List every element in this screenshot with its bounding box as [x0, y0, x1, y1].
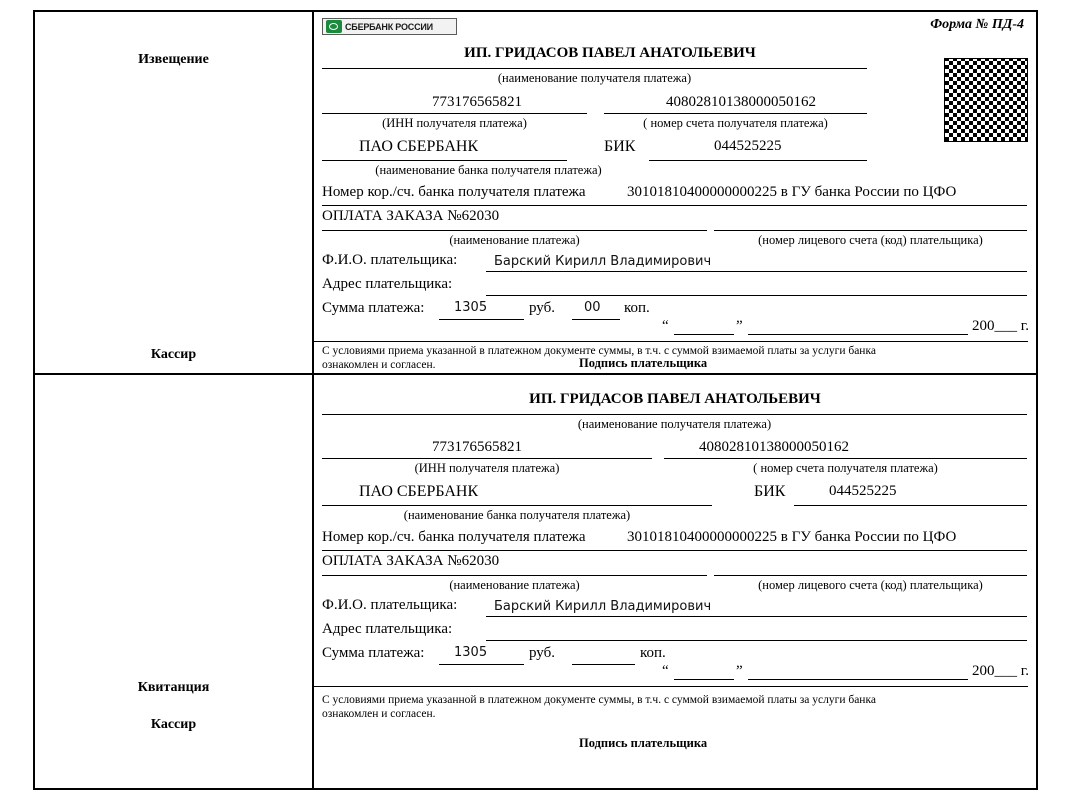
date-month-rule-bottom — [748, 679, 968, 680]
date-month-rule — [748, 334, 968, 335]
inn-rule — [322, 113, 587, 114]
caption-recipient-name: (наименование получателя платежа) — [497, 71, 692, 85]
date-day-rule-bottom — [674, 679, 734, 680]
corr-account-label-bottom: Номер кор./сч. банка получателя платежа — [322, 529, 586, 545]
payer-fio-label-bottom: Ф.И.О. плательщика: — [322, 597, 458, 613]
bik-value: 044525225 — [714, 138, 782, 154]
date-year-label: 200___ г. — [972, 318, 1029, 334]
personal-account-rule — [714, 230, 1027, 231]
caption-bank-name-bottom: (наименование банка получателя платежа) — [403, 508, 631, 522]
bank-name-rule-bottom — [322, 505, 712, 506]
personal-account-rule-bottom — [714, 575, 1027, 576]
payer-fio-rule-bottom — [486, 616, 1027, 617]
kop-label-bottom: коп. — [640, 645, 666, 661]
account-value: 40802810138000050162 — [666, 94, 816, 110]
inn-value: 773176565821 — [432, 94, 522, 110]
signature-label-top: Подпись плательщика — [579, 356, 708, 370]
sberbank-logo-text: СБЕРБАНК РОССИИ — [345, 21, 433, 32]
payer-fio-value: Барский Кирилл Владимирович — [494, 254, 712, 269]
inn-value-bottom: 773176565821 — [432, 439, 522, 455]
stub-label-notice: Извещение — [138, 52, 209, 67]
caption-inn-bottom: (ИНН получателя платежа) — [414, 461, 560, 475]
bik-rule-bottom — [794, 505, 1027, 506]
payment-name-rule — [322, 230, 707, 231]
corr-account-value-bottom: 30101810400000000225 в ГУ банка России по ЦФО — [627, 529, 957, 545]
sum-kop-rule — [572, 319, 620, 320]
bik-label-bottom: БИК — [754, 483, 786, 500]
date-quote-close: ” — [736, 318, 743, 334]
bank-name-rule — [322, 160, 567, 161]
payer-address-label-bottom: Адрес плательщика: — [322, 621, 453, 637]
payer-address-rule — [486, 295, 1027, 296]
payer-address-rule-bottom — [486, 640, 1027, 641]
corr-account-rule — [322, 205, 1027, 206]
inn-rule-bottom — [322, 458, 652, 459]
agreement-divider-bottom — [314, 686, 1028, 687]
caption-personal-account: (номер лицевого счета (код) плательщика) — [758, 233, 983, 247]
agreement-text-line1-bottom: С условиями приема указанной в платежном документе суммы, в т.ч. с суммой взимаемой платы за услуги банка — [322, 694, 876, 706]
payment-name-value-bottom: ОПЛАТА ЗАКАЗА №62030 — [322, 553, 500, 569]
agreement-text-line1: С условиями приема указанной в платежном документе суммы, в т.ч. с суммой взимаемой платы за услуги банка — [322, 345, 876, 357]
payment-form-document — [33, 10, 1038, 790]
account-rule — [604, 113, 867, 114]
sum-kop-rule-bottom — [572, 664, 635, 665]
caption-bank-name: (наименование банка получателя платежа) — [375, 163, 602, 177]
sum-label-bottom: Сумма платежа: — [322, 645, 425, 661]
caption-inn: (ИНН получателя платежа) — [382, 116, 527, 130]
agreement-text-line2-bottom: ознакомлен и согласен. — [322, 708, 436, 720]
notice-right-column — [314, 12, 1036, 373]
form-number: Форма № ПД-4 — [930, 17, 1024, 32]
agreement-divider — [314, 341, 1028, 342]
account-value-bottom: 40802810138000050162 — [699, 439, 849, 455]
sum-rub-value-bottom: 1305 — [454, 645, 488, 660]
sberbank-logo-icon — [326, 20, 342, 33]
caption-account: ( номер счета получателя платежа) — [643, 116, 828, 130]
sum-kop-value: 00 — [584, 300, 601, 315]
receipt-section — [35, 375, 1036, 788]
notice-section — [35, 12, 1036, 375]
corr-account-label: Номер кор./сч. банка получателя платежа — [322, 184, 586, 200]
caption-account-bottom: ( номер счета получателя платежа) — [753, 461, 938, 475]
sberbank-logo — [322, 18, 457, 35]
recipient-name-rule-bottom — [322, 414, 1027, 415]
bik-value-bottom: 044525225 — [829, 483, 897, 499]
payment-name-value: ОПЛАТА ЗАКАЗА №62030 — [322, 208, 500, 224]
bank-name-value-bottom: ПАО СБЕРБАНК — [359, 483, 479, 500]
sum-rub-rule-bottom — [439, 664, 524, 665]
date-quote-open: “ — [662, 318, 669, 334]
sum-rub-rule — [439, 319, 524, 320]
corr-account-rule-bottom — [322, 550, 1027, 551]
rub-label-bottom: руб. — [529, 645, 555, 661]
caption-personal-account-bottom: (номер лицевого счета (код) плательщика) — [758, 578, 983, 592]
caption-payment-name-bottom: (наименование платежа) — [449, 578, 580, 592]
date-year-label-bottom: 200___ г. — [972, 663, 1029, 679]
payer-fio-rule — [486, 271, 1027, 272]
payer-address-label: Адрес плательщика: — [322, 276, 453, 292]
recipient-name-rule — [322, 68, 867, 69]
caption-payment-name: (наименование платежа) — [449, 233, 580, 247]
corr-account-value: 30101810400000000225 в ГУ банка России по ЦФО — [627, 184, 957, 200]
stub-label-receipt: Квитанция — [137, 680, 210, 695]
bik-label: БИК — [604, 138, 636, 155]
bank-name-value: ПАО СБЕРБАНК — [359, 138, 479, 155]
stub-label-cashier-top: Кассир — [150, 347, 197, 362]
kop-label: коп. — [624, 300, 650, 316]
account-rule-bottom — [664, 458, 1027, 459]
notice-left-column — [35, 12, 314, 373]
sum-rub-value: 1305 — [454, 300, 488, 315]
payment-name-rule-bottom — [322, 575, 707, 576]
signature-label-bottom: Подпись плательщика — [579, 736, 708, 750]
recipient-name: ИП. ГРИДАСОВ ПАВЕЛ АНАТОЛЬЕВИЧ — [464, 45, 756, 61]
rub-label: руб. — [529, 300, 555, 316]
agreement-text-line2: ознакомлен и согласен. — [322, 359, 436, 371]
qr-code-icon — [944, 58, 1028, 142]
receipt-left-column — [35, 375, 314, 788]
caption-recipient-name-bottom: (наименование получателя платежа) — [577, 417, 772, 431]
sum-label: Сумма платежа: — [322, 300, 425, 316]
date-quote-close-bottom: ” — [736, 663, 743, 679]
payer-fio-value-bottom: Барский Кирилл Владимирович — [494, 599, 712, 614]
receipt-right-column — [314, 375, 1036, 788]
recipient-name-bottom: ИП. ГРИДАСОВ ПАВЕЛ АНАТОЛЬЕВИЧ — [529, 391, 821, 407]
bik-rule — [649, 160, 867, 161]
date-quote-open-bottom: “ — [662, 663, 669, 679]
date-day-rule — [674, 334, 734, 335]
stub-label-cashier-bottom: Кассир — [150, 717, 197, 732]
payer-fio-label: Ф.И.О. плательщика: — [322, 252, 458, 268]
